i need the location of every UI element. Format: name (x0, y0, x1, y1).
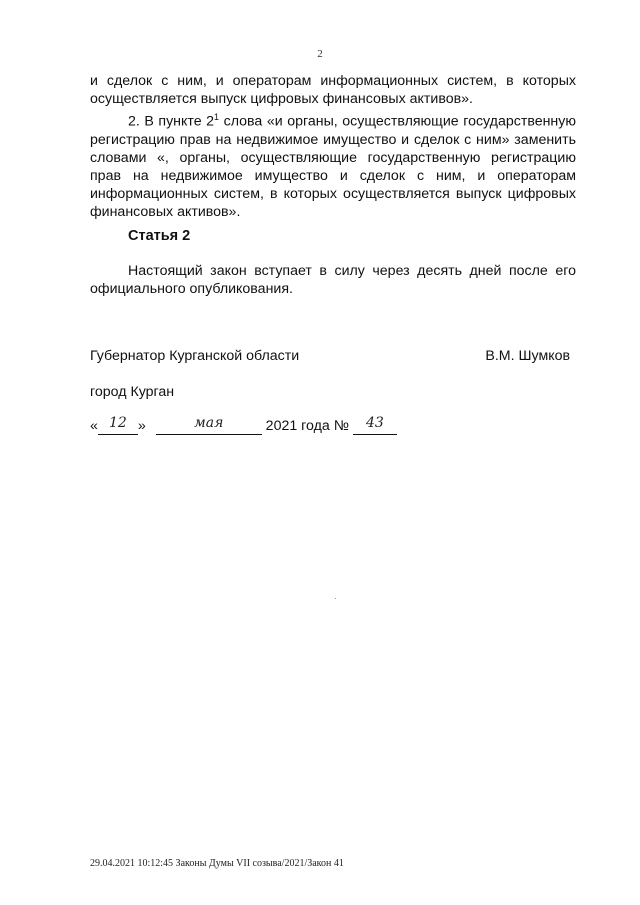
document-footer: 29.04.2021 10:12:45 Законы Думы VII созыва/2021/Закон 41 (90, 858, 344, 869)
signatory-name: В.М. Шумков (485, 348, 570, 364)
handwritten-number: 43 (365, 415, 384, 431)
item-2-superscript: 1 (214, 112, 220, 122)
close-quote: » (137, 418, 146, 434)
item-2-paragraph (90, 108, 576, 221)
handwritten-day: 12 (108, 415, 127, 431)
item-2-prefix: 2. В пункте 2 (128, 113, 215, 130)
city-line: город Курган (90, 384, 175, 400)
amendment-text (90, 72, 576, 221)
page-number: 2 (317, 48, 323, 60)
number-blank (353, 415, 397, 435)
article-2-text (90, 262, 576, 298)
continuation-paragraph: и сделок с ним, и операторам информационных систем, в которых осуществляется выпуск цифровых финансовых активов». (90, 73, 576, 107)
year-text: 2021 года № (261, 418, 353, 434)
scan-speck (335, 598, 336, 599)
open-quote: « (90, 418, 98, 434)
article-2-paragraph: Настоящий закон вступает в силу через десять дней после его официального опубликования. (90, 263, 576, 297)
article-heading: Статья 2 (128, 228, 191, 244)
handwritten-month: мая (194, 415, 224, 431)
date-line (90, 415, 397, 435)
month-blank (156, 415, 262, 435)
item-2-body: слова «и органы, осуществляющие государственную регистрацию прав на недвижимое имущество и сделок с ним» заменить словами «, органы, осуществляющие государственную регистрацию прав на недвижимое имущество и сделок с ним, и операторам информационных систем, в которых осуществляется выпуск цифровых финансовых активов». (90, 113, 576, 220)
signatory-title: Губернатор Курганской области (90, 348, 300, 364)
day-blank (98, 415, 138, 435)
